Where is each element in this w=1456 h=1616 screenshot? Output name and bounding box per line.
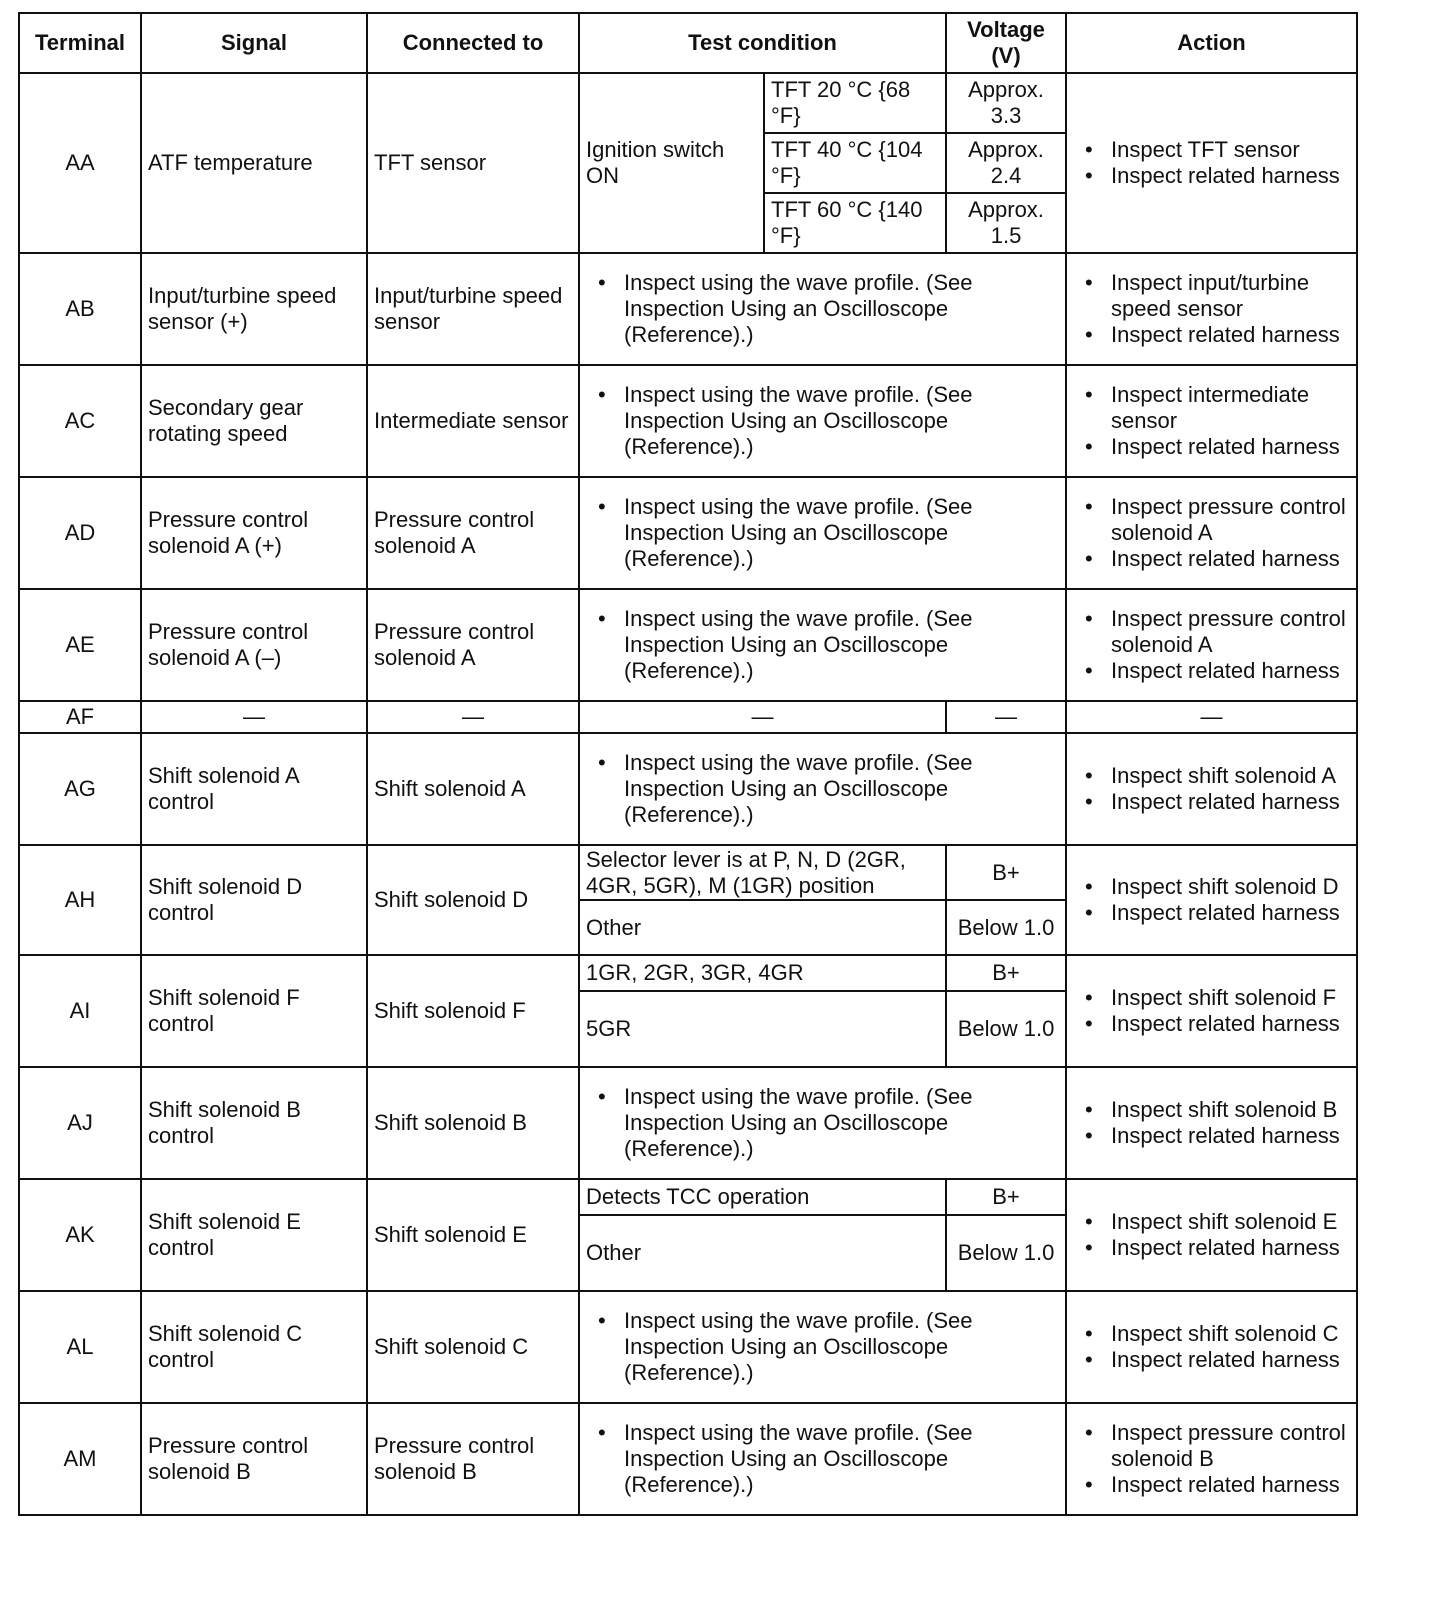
connected-to-cell: Input/turbine speed sensor — [367, 253, 579, 365]
action-cell — [1066, 589, 1357, 701]
connected-to-cell: Pressure control solenoid A — [367, 477, 579, 589]
connected-to-cell: Shift solenoid A — [367, 733, 579, 845]
test-condition-cell — [579, 733, 1066, 845]
voltage-cell: Approx. 3.3 — [946, 73, 1066, 133]
action-item: • Inspect related harness — [1073, 1472, 1350, 1498]
wave-profile-note: • Inspect using the wave profile. (See Inspection Using an Oscilloscope (Reference).) — [586, 270, 1059, 348]
test-condition-cell — [579, 1067, 1066, 1179]
action-item: • Inspect shift solenoid A — [1073, 763, 1350, 789]
terminal-cell: AE — [19, 589, 141, 701]
terminal-cell: AK — [19, 1179, 141, 1291]
voltage-cell: — — [946, 701, 1066, 733]
action-item: • Inspect pressure control solenoid B — [1073, 1420, 1350, 1472]
action-item: • Inspect shift solenoid E — [1073, 1209, 1350, 1235]
wave-profile-note: • Inspect using the wave profile. (See Inspection Using an Oscilloscope (Reference).) — [586, 382, 1059, 460]
voltage-cell: B+ — [946, 845, 1066, 900]
signal-cell: Shift solenoid E control — [141, 1179, 367, 1291]
table-row-am — [19, 1403, 1357, 1515]
action-cell — [1066, 1403, 1357, 1515]
signal-cell: Input/turbine speed sensor (+) — [141, 253, 367, 365]
wave-profile-note: • Inspect using the wave profile. (See Inspection Using an Oscilloscope (Reference).) — [586, 1308, 1059, 1386]
test-condition-cell — [579, 253, 1066, 365]
signal-cell: Pressure control solenoid A (+) — [141, 477, 367, 589]
table-row-af — [19, 701, 1357, 733]
terminal-voltage-table — [18, 12, 1358, 1516]
voltage-cell: Below 1.0 — [946, 1215, 1066, 1291]
action-cell — [1066, 477, 1357, 589]
voltage-cell: Below 1.0 — [946, 900, 1066, 955]
header-connected-to: Connected to — [367, 13, 579, 73]
test-condition-cell: Selector lever is at P, N, D (2GR, 4GR, 5GR), M (1GR) position — [579, 845, 946, 900]
header-signal: Signal — [141, 13, 367, 73]
header-terminal: Terminal — [19, 13, 141, 73]
header-voltage: Voltage (V) — [946, 13, 1066, 73]
wave-profile-note: • Inspect using the wave profile. (See Inspection Using an Oscilloscope (Reference).) — [586, 606, 1059, 684]
test-condition-sub-cell: TFT 60 °C {140 °F} — [764, 193, 946, 253]
connected-to-cell: Pressure control solenoid A — [367, 589, 579, 701]
test-condition-cell: Detects TCC operation — [579, 1179, 946, 1215]
terminal-cell: AA — [19, 73, 141, 253]
action-item: • Inspect related harness — [1073, 1011, 1350, 1037]
signal-cell: Shift solenoid D control — [141, 845, 367, 955]
table-row-ag — [19, 733, 1357, 845]
table-row-ah — [19, 845, 1357, 900]
test-condition-cell — [579, 365, 1066, 477]
test-condition-cell — [579, 1291, 1066, 1403]
voltage-cell: Approx. 1.5 — [946, 193, 1066, 253]
test-condition-cell: Other — [579, 1215, 946, 1291]
action-item: • Inspect pressure control solenoid A — [1073, 494, 1350, 546]
action-cell: — — [1066, 701, 1357, 733]
test-condition-cell — [579, 1403, 1066, 1515]
action-item: • Inspect shift solenoid F — [1073, 985, 1350, 1011]
action-item: • Inspect shift solenoid C — [1073, 1321, 1350, 1347]
action-item: • Inspect related harness — [1073, 1347, 1350, 1373]
action-item: • Inspect related harness — [1073, 1123, 1350, 1149]
test-condition-cell: — — [579, 701, 946, 733]
table-row-ak — [19, 1179, 1357, 1215]
action-cell — [1066, 365, 1357, 477]
header-test-condition: Test condition — [579, 13, 946, 73]
connected-to-cell: Shift solenoid E — [367, 1179, 579, 1291]
test-condition-cell — [579, 477, 1066, 589]
voltage-cell: Approx. 2.4 — [946, 133, 1066, 193]
table-row-ab — [19, 253, 1357, 365]
signal-cell: Secondary gear rotating speed — [141, 365, 367, 477]
action-item: • Inspect related harness — [1073, 789, 1350, 815]
terminal-cell: AC — [19, 365, 141, 477]
connected-to-cell: Shift solenoid D — [367, 845, 579, 955]
header-action: Action — [1066, 13, 1357, 73]
action-item: • Inspect related harness — [1073, 658, 1350, 684]
table-row-ai — [19, 955, 1357, 991]
test-condition-cell: Ignition switch ON — [579, 73, 764, 253]
action-item: • Inspect TFT sensor — [1073, 137, 1350, 163]
table-row-ac — [19, 365, 1357, 477]
table-row-ae — [19, 589, 1357, 701]
action-item: • Inspect related harness — [1073, 546, 1350, 572]
signal-cell: Pressure control solenoid A (–) — [141, 589, 367, 701]
action-cell — [1066, 845, 1357, 955]
terminal-cell: AH — [19, 845, 141, 955]
connected-to-cell: Shift solenoid F — [367, 955, 579, 1067]
signal-cell: Shift solenoid C control — [141, 1291, 367, 1403]
wave-profile-note: • Inspect using the wave profile. (See Inspection Using an Oscilloscope (Reference).) — [586, 1420, 1059, 1498]
table-row-al — [19, 1291, 1357, 1403]
action-item: • Inspect pressure control solenoid A — [1073, 606, 1350, 658]
terminal-cell: AL — [19, 1291, 141, 1403]
connected-to-cell: TFT sensor — [367, 73, 579, 253]
test-condition-cell: 5GR — [579, 991, 946, 1067]
signal-cell: Shift solenoid B control — [141, 1067, 367, 1179]
action-cell — [1066, 1067, 1357, 1179]
action-item: • Inspect shift solenoid B — [1073, 1097, 1350, 1123]
test-condition-cell: Other — [579, 900, 946, 955]
action-cell — [1066, 733, 1357, 845]
action-item: • Inspect input/turbine speed sensor — [1073, 270, 1350, 322]
action-cell — [1066, 1291, 1357, 1403]
connected-to-cell: Shift solenoid C — [367, 1291, 579, 1403]
signal-cell: Shift solenoid F control — [141, 955, 367, 1067]
action-cell — [1066, 73, 1357, 253]
signal-cell: — — [141, 701, 367, 733]
connected-to-cell: — — [367, 701, 579, 733]
voltage-cell: B+ — [946, 1179, 1066, 1215]
test-condition-cell — [579, 589, 1066, 701]
action-item: • Inspect shift solenoid D — [1073, 874, 1350, 900]
action-item: • Inspect related harness — [1073, 900, 1350, 926]
signal-cell: Shift solenoid A control — [141, 733, 367, 845]
wave-profile-note: • Inspect using the wave profile. (See Inspection Using an Oscilloscope (Reference).) — [586, 750, 1059, 828]
action-item: • Inspect intermediate sensor — [1073, 382, 1350, 434]
terminal-cell: AM — [19, 1403, 141, 1515]
action-item: • Inspect related harness — [1073, 434, 1350, 460]
test-condition-sub-cell: TFT 20 °C {68 °F} — [764, 73, 946, 133]
connected-to-cell: Shift solenoid B — [367, 1067, 579, 1179]
voltage-cell: B+ — [946, 955, 1066, 991]
action-cell — [1066, 1179, 1357, 1291]
test-condition-cell: 1GR, 2GR, 3GR, 4GR — [579, 955, 946, 991]
terminal-cell: AG — [19, 733, 141, 845]
action-cell — [1066, 955, 1357, 1067]
terminal-cell: AI — [19, 955, 141, 1067]
signal-cell: ATF temperature — [141, 73, 367, 253]
connected-to-cell: Intermediate sensor — [367, 365, 579, 477]
wave-profile-note: • Inspect using the wave profile. (See Inspection Using an Oscilloscope (Reference).) — [586, 1084, 1059, 1162]
action-cell — [1066, 253, 1357, 365]
connected-to-cell: Pressure control solenoid B — [367, 1403, 579, 1515]
action-item: • Inspect related harness — [1073, 163, 1350, 189]
table-row-aa — [19, 73, 1357, 133]
table-row-aj — [19, 1067, 1357, 1179]
action-item: • Inspect related harness — [1073, 1235, 1350, 1261]
test-condition-sub-cell: TFT 40 °C {104 °F} — [764, 133, 946, 193]
action-item: • Inspect related harness — [1073, 322, 1350, 348]
terminal-voltage-table-document — [18, 12, 1356, 1516]
voltage-cell: Below 1.0 — [946, 991, 1066, 1067]
terminal-cell: AB — [19, 253, 141, 365]
terminal-cell: AF — [19, 701, 141, 733]
signal-cell: Pressure control solenoid B — [141, 1403, 367, 1515]
header-row — [19, 13, 1357, 73]
terminal-cell: AD — [19, 477, 141, 589]
wave-profile-note: • Inspect using the wave profile. (See Inspection Using an Oscilloscope (Reference).) — [586, 494, 1059, 572]
table-row-ad — [19, 477, 1357, 589]
terminal-cell: AJ — [19, 1067, 141, 1179]
